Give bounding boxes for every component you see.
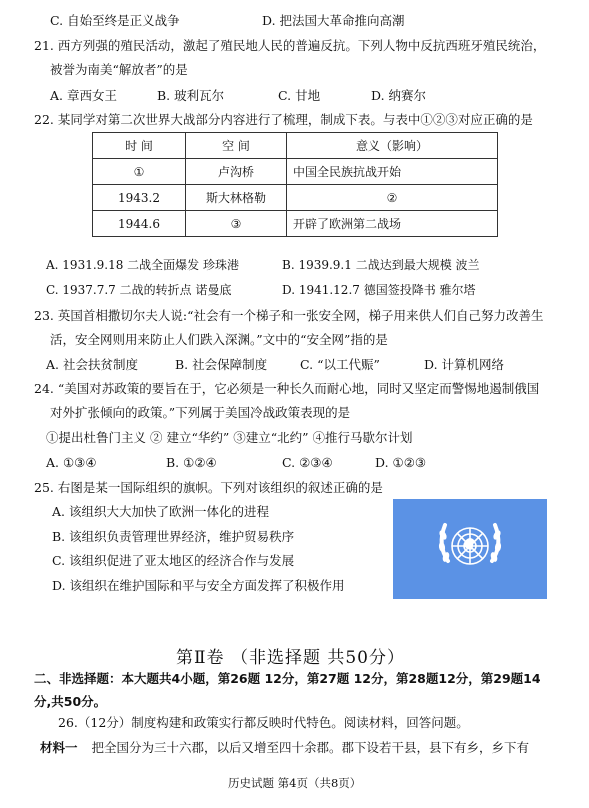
un-emblem-icon bbox=[393, 499, 547, 599]
section-intro-line2: 分,共50分。 bbox=[34, 694, 107, 709]
q24-stem-line1: 24. “美国对苏政策的要旨在于，它必须是一种长久而耐心地，同时又坚定而警惕地遏制俄国 bbox=[34, 381, 540, 396]
table-header: 时 间 bbox=[93, 133, 186, 159]
page-footer: 历史试题 第4页（共8页） bbox=[228, 776, 362, 790]
un-flag bbox=[393, 499, 547, 599]
material-label: 材料一 bbox=[40, 740, 78, 755]
q23-stem-line2: 活，安全网则用来防止人们跌入深渊。”文中的“安全网”指的是 bbox=[50, 332, 388, 347]
q22-stem: 22. 某同学对第二次世界大战部分内容进行了梳理，制成下表。与表中①②③对应正确的是 bbox=[34, 112, 533, 127]
q20-option-d: D. 把法国大革命推向高潮 bbox=[262, 13, 405, 28]
table-cell: 斯大林格勒 bbox=[186, 185, 287, 211]
table-row bbox=[93, 159, 498, 185]
q24-option-b: B. ①②④ bbox=[166, 455, 217, 470]
q25-option-c: C. 该组织促进了亚太地区的经济合作与发展 bbox=[52, 553, 295, 568]
q22-option-d: D. 1941.12.7 德国签投降书 雅尔塔 bbox=[282, 283, 476, 297]
q21-option-c: C. 甘地 bbox=[278, 88, 321, 103]
q21-option-a: A. 章西女王 bbox=[50, 88, 117, 103]
q26-material-line bbox=[40, 738, 529, 756]
q21-stem-line2: 被誉为南美“解放者”的是 bbox=[50, 62, 188, 77]
table-cell: 开辟了欧洲第二战场 bbox=[287, 211, 498, 237]
table-cell: ③ bbox=[186, 211, 287, 237]
q23-option-b: B. 社会保障制度 bbox=[175, 357, 268, 372]
table-cell: 1943.2 bbox=[93, 185, 186, 211]
ww2-table bbox=[92, 132, 498, 237]
table-cell: 中国全民族抗战开始 bbox=[287, 159, 498, 185]
q25-stem: 25. 右图是某一国际组织的旗帜。下列对该组织的叙述正确的是 bbox=[34, 480, 383, 495]
q24-option-d: D. ①②③ bbox=[375, 455, 427, 470]
q22-option-a: A. 1931.9.18 二战全面爆发 珍珠港 bbox=[46, 258, 239, 272]
table-cell: 1944.6 bbox=[93, 211, 186, 237]
q24-items: ①提出杜鲁门主义 ② 建立“华约” ③建立“北约” ④推行马歇尔计划 bbox=[46, 430, 413, 445]
table-header: 空 间 bbox=[186, 133, 287, 159]
q23-stem-line1: 23. 英国首相撒切尔夫人说:“社会有一个梯子和一张安全网，梯子用来供人们自己努力改善生 bbox=[34, 308, 544, 323]
q25-option-b: B. 该组织负责管理世界经济，维护贸易秩序 bbox=[52, 529, 295, 544]
section-title: 第Ⅱ卷 （非选择题 共50分） bbox=[176, 648, 405, 668]
q26-stem: 26.（12分）制度构建和政策实行都反映时代特色。阅读材料，回答问题。 bbox=[58, 715, 469, 730]
table-row bbox=[93, 185, 498, 211]
table-row bbox=[93, 211, 498, 237]
q21-option-d: D. 纳赛尔 bbox=[371, 88, 427, 103]
q21-stem-line1: 21. 西方列强的殖民活动，激起了殖民地人民的普遍反抗。下列人物中反抗西班牙殖民统治， bbox=[34, 38, 546, 53]
q25-option-d: D. 该组织在维护国际和平与安全方面发挥了积极作用 bbox=[52, 578, 345, 593]
q22-option-c: C. 1937.7.7 二战的转折点 诺曼底 bbox=[46, 283, 232, 297]
q24-stem-line2: 对外扩张倾向的政策。”下列属于美国冷战政策表现的是 bbox=[50, 405, 351, 420]
table-header: 意义（影响） bbox=[287, 133, 498, 159]
q21-option-b: B. 玻利瓦尔 bbox=[157, 88, 225, 103]
table-cell: 卢沟桥 bbox=[186, 159, 287, 185]
table-header-row bbox=[93, 133, 498, 159]
q23-option-d: D. 计算机网络 bbox=[424, 357, 505, 372]
q25-option-a: A. 该组织大大加快了欧洲一体化的进程 bbox=[52, 504, 269, 519]
q23-option-c: C. “以工代赈” bbox=[300, 357, 380, 372]
table-cell: ① bbox=[93, 159, 186, 185]
q23-option-a: A. 社会扶贫制度 bbox=[46, 357, 138, 372]
q22-option-b: B. 1939.9.1 二战达到最大规模 波兰 bbox=[282, 258, 480, 272]
q20-option-c: C. 自始至终是正义战争 bbox=[50, 13, 180, 28]
table-cell: ② bbox=[287, 185, 498, 211]
q24-option-c: C. ②③④ bbox=[282, 455, 333, 470]
q24-option-a: A. ①③④ bbox=[46, 455, 97, 470]
section-intro-line1: 二、非选择题：本大题共4小题，第26题 12分，第27题 12分，第28题12分，第29题14 bbox=[34, 671, 541, 686]
material-text: 把全国分为三十六郡，以后又增至四十余郡。郡下设若干县，县下有乡，乡下有 bbox=[91, 740, 530, 755]
